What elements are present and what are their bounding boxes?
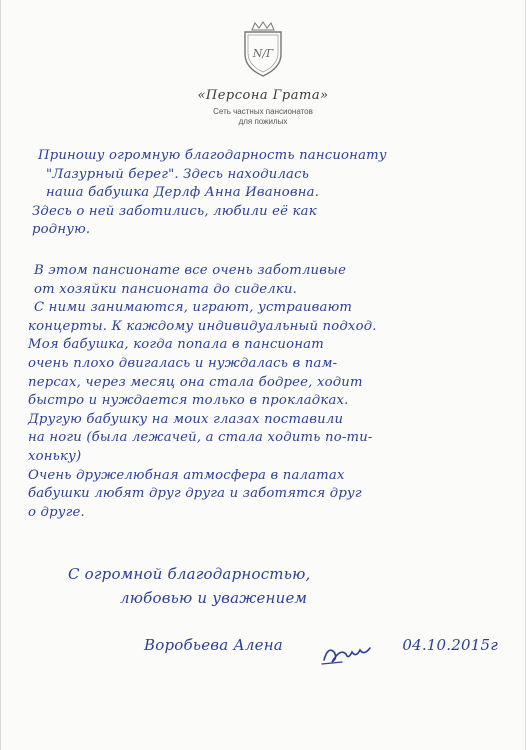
- letter-line: Здесь о ней заботились, любили её как: [32, 203, 317, 219]
- tagline-line-1: Сеть частных пансионатов: [213, 107, 313, 116]
- letter-line: очень плохо двигалась и нуждалась в пам-: [28, 355, 338, 371]
- crest-monogram: N/Г: [252, 47, 274, 60]
- letter-line: о друге.: [28, 504, 85, 520]
- letter-line: "Лазурный берег". Здесь находилась: [46, 166, 310, 182]
- author-and-date: [28, 634, 518, 656]
- brand-name: «Персона Грата»: [197, 88, 329, 103]
- closing-line-1: С огромной благодарностью,: [68, 565, 311, 584]
- letter-line: Другую бабушку на моих глазах поставили: [28, 411, 344, 427]
- letter-line: персах, через месяц она стала бодрее, ходит: [28, 374, 363, 390]
- tagline-line-2: для пожилых: [238, 117, 288, 126]
- letter-line: Приношу огромную благодарность пансионату: [38, 148, 387, 163]
- shield-logo-icon: [240, 20, 286, 78]
- letter-line: концерты. К каждому индивидуальный подход.: [28, 318, 377, 334]
- letter-line: на ноги (была лежачей, а стала ходить по-ти-: [28, 430, 373, 446]
- letter-line: быстро и нуждается только в прокладках.: [28, 393, 349, 409]
- letterhead: [0, 20, 526, 127]
- letter-line: хоньку): [28, 448, 82, 464]
- author-name: Воробьева Алена: [144, 636, 283, 655]
- closing-line-2: любовью и уважением: [120, 589, 308, 608]
- letter-line: от хозяйки пансионата до сиделки.: [34, 281, 298, 297]
- letter-line: В этом пансионате все очень заботливые: [34, 262, 347, 278]
- letter-line: родную.: [32, 222, 91, 238]
- paragraph-gap: [28, 240, 518, 262]
- handwritten-signature: [320, 640, 380, 668]
- letter-line: С ними занимаются, играют, устраивают: [34, 300, 353, 316]
- handwritten-letter: [28, 147, 518, 656]
- letter-line: Моя бабушка, когда попала в пансионат: [28, 337, 324, 353]
- letter-line: бабушки любят друг друга и заботятся друг: [28, 486, 362, 502]
- letter-date: 04.10.2015г: [402, 636, 498, 655]
- letter-line: Очень дружелюбная атмосфера в палатах: [28, 467, 345, 483]
- letter-line: наша бабушка Дерлф Анна Ивановна.: [46, 185, 320, 201]
